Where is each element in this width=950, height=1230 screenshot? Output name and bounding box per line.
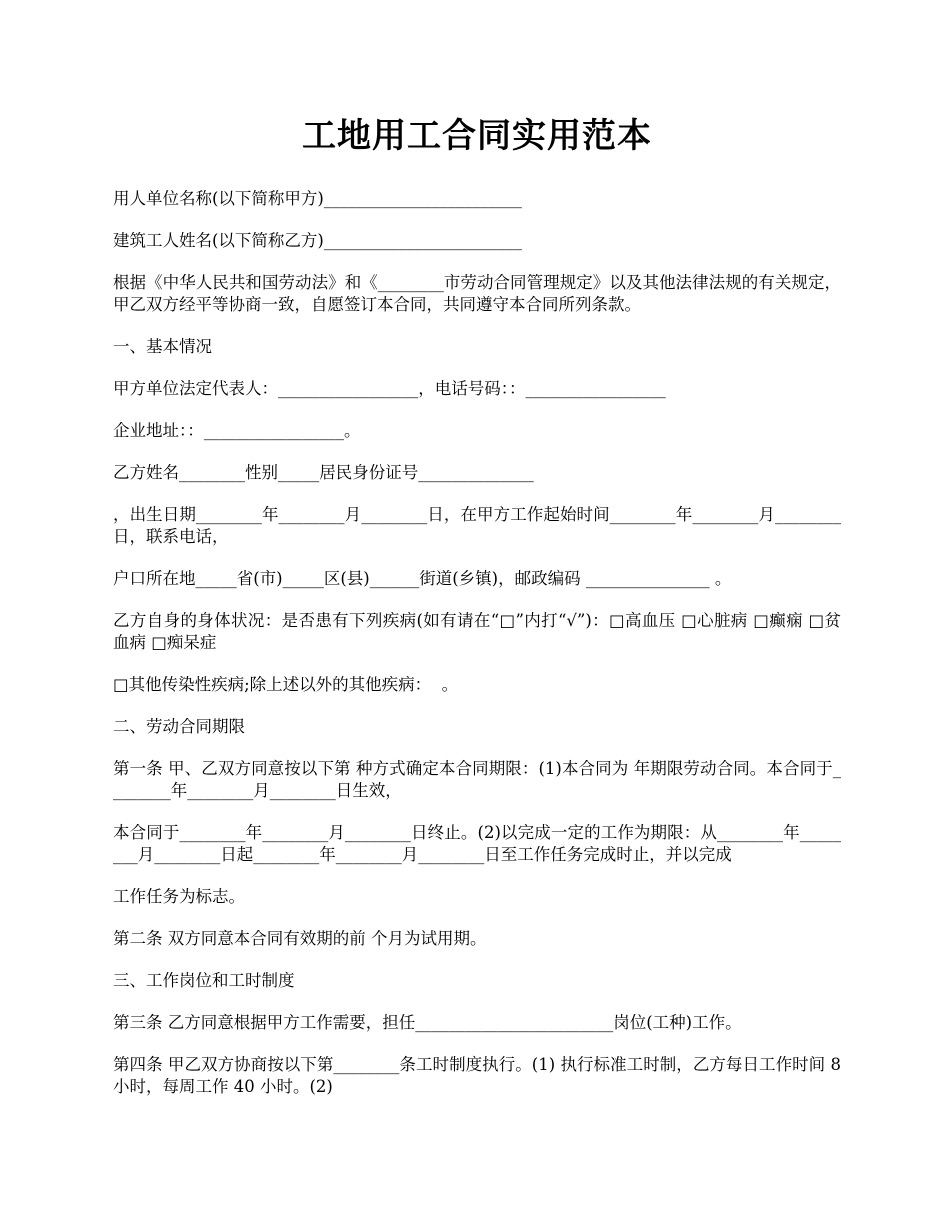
company-address-line: 企业地址：：_________________。: [113, 421, 361, 440]
legal-basis-paragraph: 根据《中华人民共和国劳动法》和《________市劳动合同管理规定》以及其他法律法规的有关规定，甲乙双方经平等协商一致，自愿签订本合同，共同遵守本合同所列条款。: [113, 273, 841, 314]
legal-representative-line: 甲方单位法定代表人：_________________，电话号码：：_________________: [113, 379, 666, 398]
document-title: 工地用工合同实用范本: [302, 116, 652, 156]
employer-name-line: 用人单位名称(以下简称甲方)________________________: [113, 189, 522, 208]
health-status-paragraph: 乙方自身的身体状况：是否患有下列疾病(如有请在“□”内打“√”)：□高血压 □心脏病 □癫痫 □贫血病 □痴呆症: [113, 611, 841, 652]
worker-name-line: 建筑工人姓名(以下简称乙方)________________________: [113, 231, 522, 250]
article-four-paragraph: 第四条 甲乙双方协商按以下第________条工时制度执行。(1) 执行标准工时制，乙方每日工作时间 8 小时，每周工作 40 小时。(2): [113, 1055, 847, 1096]
other-diseases-line: □其他传染性疾病;除上述以外的其他疾病： 。: [113, 675, 459, 694]
document-page: [113, 112, 847, 1118]
contract-termination-paragraph: 本合同于________年________月________日终止。(2)以完成一定的工作为期限：从________年________月________日起________年________月________日至工作任务完成时止，并以完成: [113, 823, 841, 864]
section-heading-job-and-hours: 三、工作岗位和工时制度: [113, 971, 295, 990]
section-heading-contract-term: 二、劳动合同期限: [113, 717, 245, 736]
article-one-paragraph: 第一条 甲、乙双方同意按以下第 种方式确定本合同期限：(1)本合同为 年期限劳动合同。本合同于________年________月________日生效，: [113, 759, 841, 800]
article-three-paragraph: 第三条 乙方同意根据甲方工作需要，担任________________________岗位(工种)工作。: [113, 1013, 742, 1032]
birth-and-start-date-line: ，出生日期________年________月________日，在甲方工作起始时间________年________月________日，联系电话，: [113, 505, 841, 546]
article-two-paragraph: 第二条 双方同意本合同有效期的前 个月为试用期。: [113, 929, 487, 948]
section-heading-basic-info: 一、基本情况: [113, 337, 212, 356]
worker-identity-line: 乙方姓名________性别_____居民身份证号______________: [113, 463, 534, 482]
household-registration-line: 户口所在地_____省(市)_____区(县)______街道(乡镇)，邮政编码 _______________ 。: [113, 569, 732, 588]
task-completion-line: 工作任务为标志。: [113, 887, 245, 906]
